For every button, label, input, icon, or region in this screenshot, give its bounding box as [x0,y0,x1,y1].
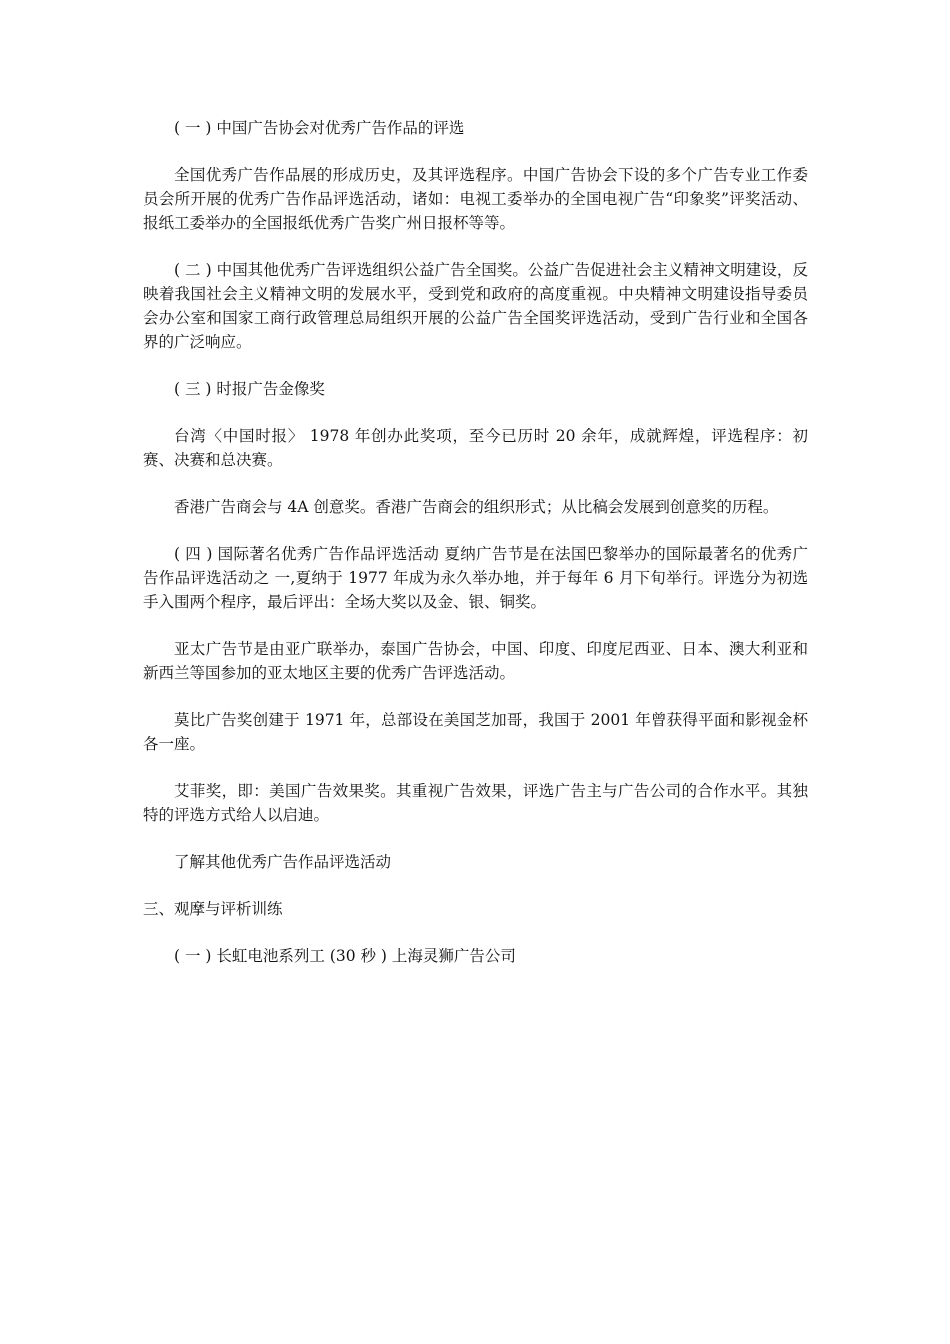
section-heading-1: ( 一 ) 中国广告协会对优秀广告作品的评选 [174,119,465,137]
paragraph-other-activities: 了解其他优秀广告作品评选活动 [174,853,392,871]
paragraph-hong-kong-4a-award: 香港广告商会与 4A 创意奖。香港广告商会的组织形式；从比稿会发展到创意奖的历程。 [174,498,779,516]
paragraph-asia-pacific-festival: 亚太广告节是由亚广联举办，泰国广告协会，中国、印度、印度尼西亚、日本、澳大利亚和新西兰等国参加的亚太地区主要的优秀广告评选活动。 [143,640,808,682]
subsection-heading-1: ( 一 ) 长虹电池系列工 (30 秒 ) 上海灵狮广告公司 [174,947,516,965]
document-body [143,116,808,991]
paragraph-cannes-festival: ( 四 ) 国际著名优秀广告作品评选活动 夏纳广告节是在法国巴黎举办的国际最著名的优秀广告作品评选活动之 一,夏纳于 1977 年成为永久举办地，并于每年 6 月下旬举行。评选分为初选手入围两个程序，最后评出：全场大奖以及金、银、铜奖。 [143,545,808,611]
paragraph-china-times-award: 台湾〈中国时报〉 1978 年创办此奖项，至今已历时 20 余年，成就辉煌，评选程序：初赛、决赛和总决赛。 [143,427,808,469]
paragraph-china-advertising-association: 全国优秀广告作品展的形成历史，及其评选程序。中国广告协会下设的多个广告专业工作委员会所开展的优秀广告作品评选活动，诸如：电视工委举办的全国电视广告“印象奖”评奖活动、报纸工委举办的全国报纸优秀广告奖广州日报杯等等。 [143,166,808,232]
paragraph-mobius-award: 莫比广告奖创建于 1971 年，总部设在美国芝加哥，我国于 2001 年曾获得平面和影视金杯各一座。 [143,711,808,753]
paragraph-effie-award: 艾菲奖，即：美国广告效果奖。其重视广告效果，评选广告主与广告公司的合作水平。其独特的评选方式给人以启迪。 [143,782,808,824]
chapter-heading-3: 三、观摩与评析训练 [143,900,283,918]
paragraph-public-service-award: ( 二 ) 中国其他优秀广告评选组织公益广告全国奖。公益广告促进社会主义精神文明建设，反映着我国社会主义精神文明的发展水平，受到党和政府的高度重视。中央精神文明建设指导委员会办公室和国家工商行政管理总局组织开展的公益广告全国奖评选活动，受到广告行业和全国各界的广泛响应。 [143,261,808,351]
section-heading-3: ( 三 ) 时报广告金像奖 [174,380,325,398]
